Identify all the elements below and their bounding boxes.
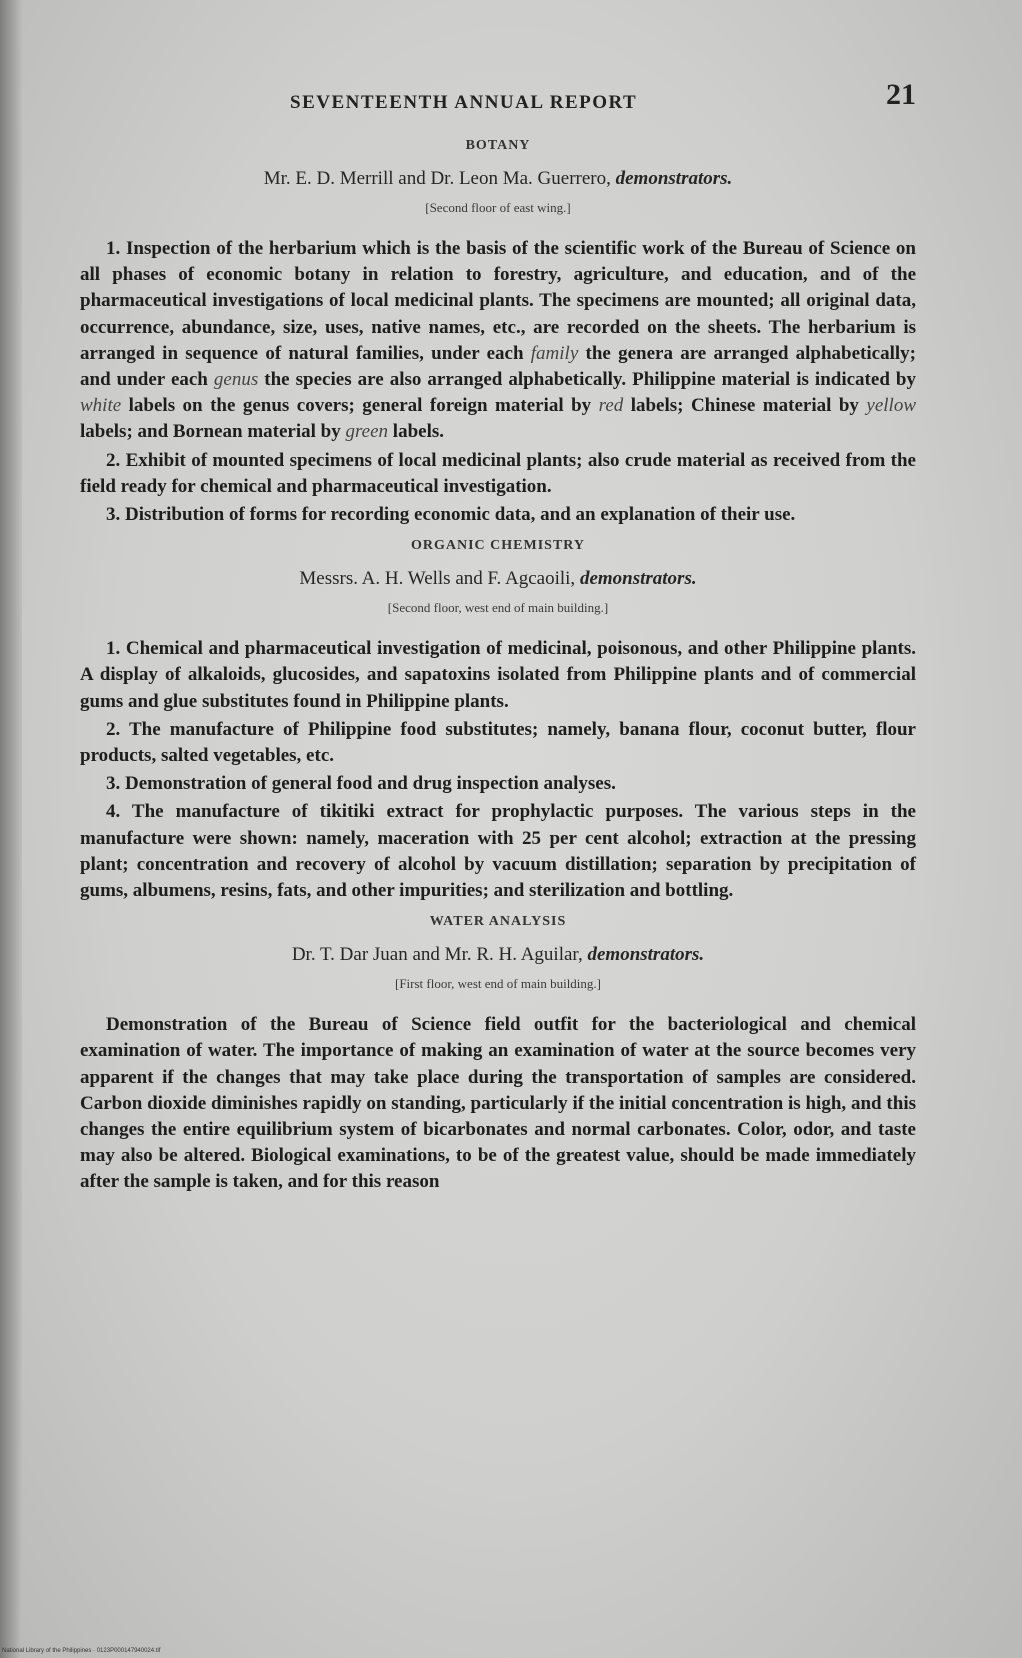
running-title: SEVENTEENTH ANNUAL REPORT bbox=[290, 92, 638, 113]
botany-item-2: 2. Exhibit of mounted specimens of local medicinal plants; also crude material as received from the field ready for chemical and pharmaceutical investigation. bbox=[80, 449, 916, 497]
italic-run: yellow bbox=[866, 395, 916, 417]
botany-item-3: 3. Distribution of forms for recording economic data, and an explanation of their use. bbox=[106, 504, 796, 526]
page-content bbox=[80, 78, 916, 1198]
location-note: [First floor, west end of main building.] bbox=[394, 976, 601, 992]
section-organic-chemistry bbox=[80, 538, 916, 904]
italic-run: red bbox=[598, 395, 624, 417]
demonstrator-names: Messrs. A. H. Wells and F. Agcaoili, bbox=[299, 568, 576, 590]
location-note: [Second floor, west end of main building.] bbox=[387, 600, 609, 616]
section-botany bbox=[80, 138, 916, 528]
demonstrator-names: Mr. E. D. Merrill and Dr. Leon Ma. Guerrero, bbox=[263, 168, 611, 189]
italic-run: family bbox=[530, 342, 579, 364]
chemistry-item-3: 3. Demonstration of general food and drug inspection analyses. bbox=[106, 773, 616, 795]
demonstrator-role: demonstrators. bbox=[587, 944, 705, 966]
page-number: 21 bbox=[886, 78, 916, 111]
text-run: 1. Inspection of the herbarium which is the basis of the scientific work of the Bureau of Science on all phases of economic botany in relation to forestry, agriculture, and education, and of the pharmaceutical investigations of local medicinal plants. The specimens are mounted; all original data, occurrence, abundance, size, uses, native names, etc., are recorded on the sheets. The herbarium is arranged in sequence of natural families, under each bbox=[80, 238, 916, 364]
demonstrator-role: demonstrators. bbox=[615, 168, 733, 189]
section-heading: BOTANY bbox=[465, 138, 531, 153]
chemistry-item-1: 1. Chemical and pharmaceutical investigation of medicinal, poisonous, and other Philippine plants. A display of alkaloids, glucosides, and sapatoxins isolated from Philippine plants and of commercial gums and glue substitutes found in Philippine plants. bbox=[80, 638, 916, 712]
text-run: the genera are arranged alphabetically; and under each bbox=[80, 342, 916, 391]
italic-run: green bbox=[345, 421, 389, 443]
chemistry-item-4: 4. The manufacture of tikitiki extract for prophylactic purposes. The various steps in the manufacture were shown: namely, maceration with 25 per cent alcohol; extraction at the pressing plant; concentration and recovery of alcohol by vacuum distillation; separation by precipitation of gums, albumens, resins, fats, and other impurities; and sterilization and bottling. bbox=[80, 801, 916, 902]
location-note: [Second floor of east wing.] bbox=[425, 200, 571, 215]
chemistry-item-2: 2. The manufacture of Philippine food substitutes; namely, banana flour, coconut butter, flour products, salted vegetables, etc. bbox=[80, 718, 916, 767]
demonstrators-line bbox=[80, 568, 916, 590]
text-run: labels; Chinese material by bbox=[623, 395, 867, 417]
scan-footer-note: National Library of the Philippines · 0123P000147940024.tif bbox=[2, 1648, 161, 1654]
italic-run: genus bbox=[213, 369, 259, 391]
botany-item-1 bbox=[80, 236, 916, 446]
page-shadow-edge bbox=[0, 0, 22, 1658]
demonstrator-role: demonstrators. bbox=[579, 568, 697, 590]
water-paragraph: Demonstration of the Bureau of Science field outfit for the bacteriological and chemical examination of water. The importance of making an examination of water at the source becomes very apparent if the changes that may take place during the transportation of samples are considered. Carbon dioxide diminishes rapidly on standing, particularly if the initial concentration is high, and this changes the entire equilibrium system of bicarbonates and normal carbonates. Color, odor, and taste may also be altered. Biological examinations, to be of the greatest value, should be made immediately after the sample is taken, and for this reason bbox=[80, 1014, 916, 1193]
section-heading: ORGANIC CHEMISTRY bbox=[410, 538, 586, 554]
text-run: labels; and Bornean material by bbox=[80, 421, 346, 443]
text-run: labels. bbox=[388, 421, 444, 443]
text-run: the species are also arranged alphabetically. Philippine material is indicated by bbox=[258, 369, 916, 391]
text-run: labels on the genus covers; general foreign material by bbox=[121, 395, 599, 417]
italic-run: white bbox=[80, 395, 122, 417]
demonstrators-line bbox=[80, 168, 916, 190]
section-heading: WATER ANALYSIS bbox=[429, 914, 567, 930]
page-header bbox=[80, 78, 916, 128]
demonstrators-line bbox=[80, 944, 916, 966]
section-water-analysis bbox=[80, 914, 916, 1195]
demonstrator-names: Dr. T. Dar Juan and Mr. R. H. Aguilar, bbox=[291, 944, 583, 966]
